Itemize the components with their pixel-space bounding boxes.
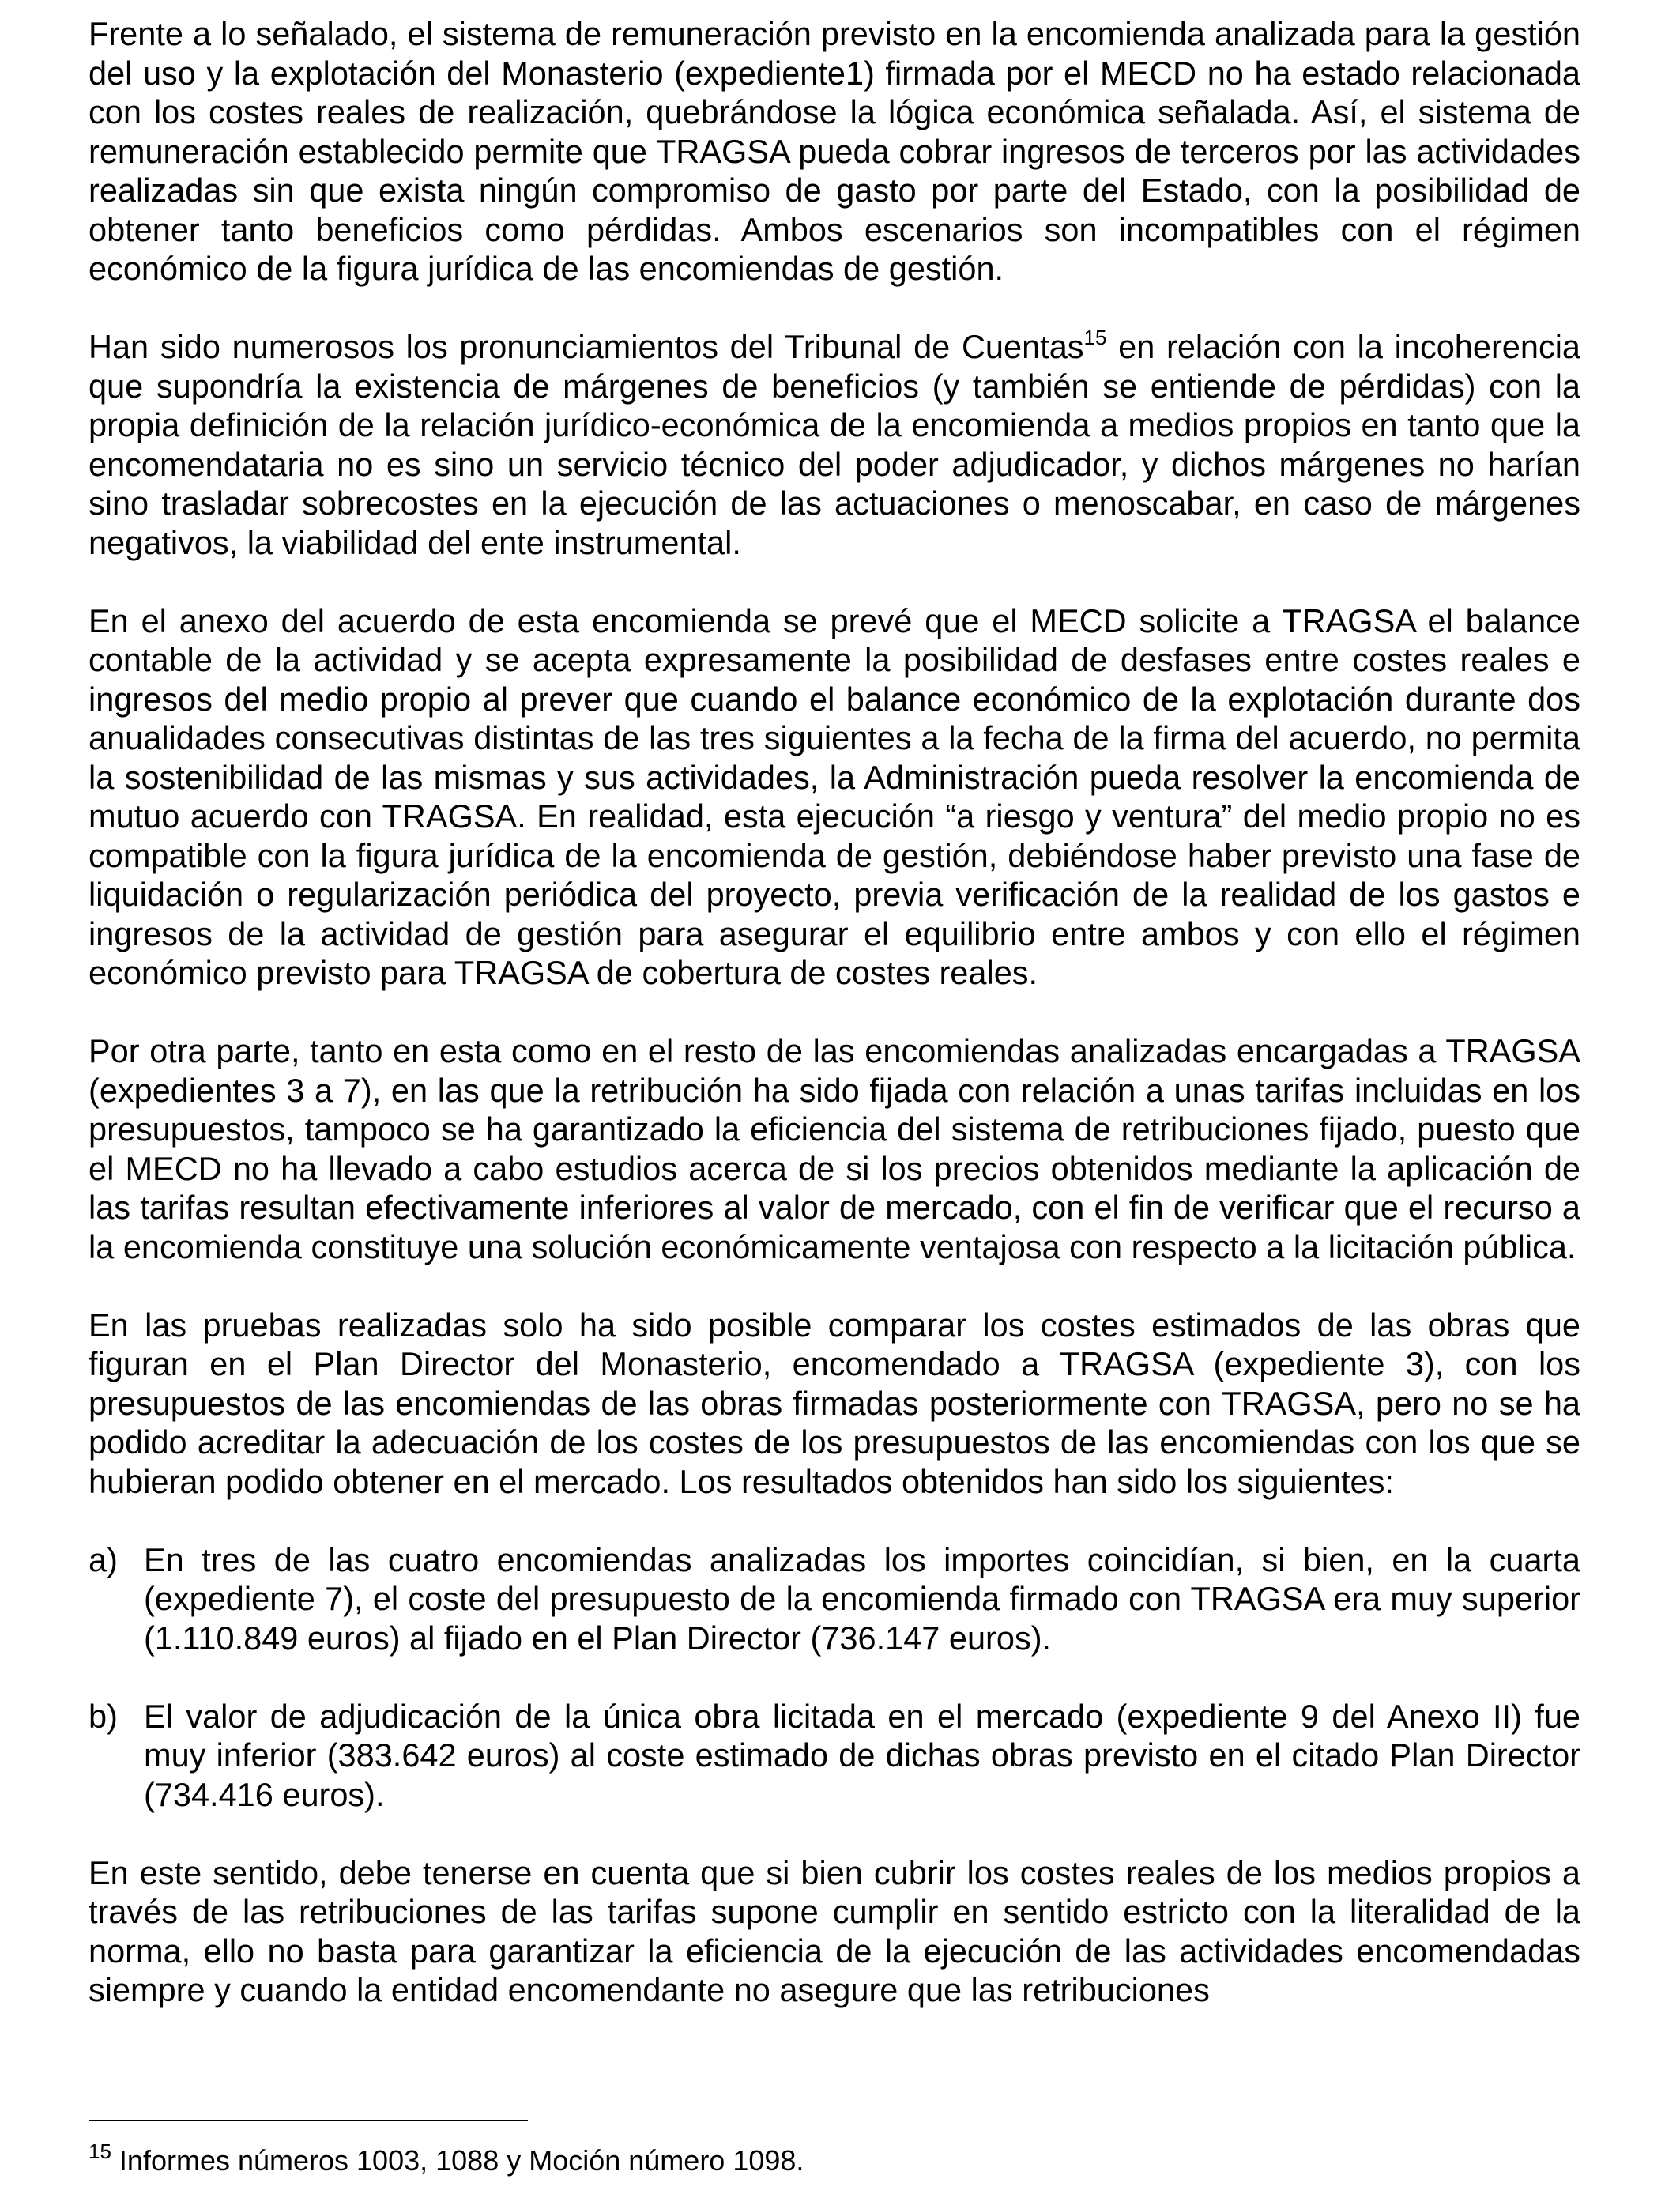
list-item-text: El valor de adjudicación de la única obra licitada en el mercado (expediente 9 del Anexo II) fue muy inferior (383.642 euros) al coste estimado de dichas obras previsto en el citado Plan Director (734.416 euros). [144, 1697, 1580, 1813]
list-item-a [89, 1540, 1580, 1658]
list-marker: a) [89, 1540, 118, 1578]
footnote-divider [89, 2120, 528, 2121]
footnote [89, 2139, 804, 2178]
document-page [89, 14, 1580, 2049]
paragraph-remuneration-system: Frente a lo señalado, el sistema de remuneración previsto en la encomienda analizada para la gestión del uso y la explotación del Monasterio (expediente1) firmada por el MECD no ha estado relacionada con los costes reales de realización, quebrándose la lógica económica señalada. Así, el sistema de remuneración establecido permite que TRAGSA pueda cobrar ingresos de terceros por las actividades realizadas sin que exista ningún compromiso de gasto por parte del Estado, con la posibilidad de obtener tanto beneficios como pérdidas. Ambos escenarios son incompatibles con el régimen económico de la figura jurídica de las encomiendas de gestión. [89, 15, 1580, 287]
list-marker: b) [89, 1697, 118, 1735]
paragraph-text: Han sido numerosos los pronunciamientos del Tribunal de Cuentas [89, 328, 1084, 365]
list-item-text: En tres de las cuatro encomiendas analizadas los importes coincidían, si bien, en la cuarta (expediente 7), el coste del presupuesto de la encomienda firmado con TRAGSA era muy superior (1.110.849 euros) al fijado en el Plan Director (736.147 euros). [144, 1540, 1580, 1657]
paragraph-annex-agreement: En el anexo del acuerdo de esta encomienda se prevé que el MECD solicite a TRAGSA el balance contable de la actividad y se acepta expresamente la posibilidad de desfases entre costes reales e ingresos del medio propio al prever que cuando el balance económico de la explotación durante dos anualidades consecutivas distintas de las tres siguientes a la fecha de la firma del acuerdo, no permita la sostenibilidad de las mismas y sus actividades, la Administración pueda resolver la encomienda de mutuo acuerdo con TRAGSA. En realidad, esta ejecución “a riesgo y ventura” del medio propio no es compatible con la figura jurídica de la encomienda de gestión, debiéndose haber previsto una fase de liquidación o regularización periódica del proyecto, previa verificación de la realidad de los gastos e ingresos de la actividad de gestión para asegurar el equilibrio entre ambos y con ello el régimen económico previsto para TRAGSA de cobertura de costes reales. [89, 601, 1580, 991]
footnote-text: Informes números 1003, 1088 y Moción número 1098. [111, 2144, 804, 2177]
paragraph-tribunal-pronouncements [89, 327, 1580, 562]
paragraph-conclusion: En este sentido, debe tenerse en cuenta que si bien cubrir los costes reales de los medios propios a través de las retribuciones de las tarifas supone cumplir en sentido estricto con la literalidad de la norma, ello no basta para garantizar la eficiencia de la ejecución de las actividades encomendadas siempre y cuando la entidad encomendante no asegure que las retribuciones [89, 1853, 1580, 2008]
paragraph-tariff-efficiency: Por otra parte, tanto en esta como en el resto de las encomiendas analizadas encargadas a TRAGSA (expedientes 3 a 7), en las que la retribución ha sido fijada con relación a unas tarifas incluidas en los presupuestos, tampoco se ha garantizado la eficiencia del sistema de retribuciones fijado, puesto que el MECD no ha llevado a cabo estudios acerca de si los precios obtenidos mediante la aplicación de las tarifas resultan efectivamente inferiores al valor de mercado, con el fin de verificar que el recurso a la encomienda constituye una solución económicamente ventajosa con respecto a la licitación pública. [89, 1032, 1580, 1265]
list-item-b [89, 1697, 1580, 1815]
paragraph-tests-performed: En las pruebas realizadas solo ha sido posible comparar los costes estimados de las obras que figuran en el Plan Director del Monasterio, encomendado a TRAGSA (expediente 3), con los presupuestos de las encomiendas de las obras firmadas posteriormente con TRAGSA, pero no se ha podido acreditar la adecuación de los costes de los presupuestos de las encomiendas con los que se hubieran podido obtener en el mercado. Los resultados obtenidos han sido los siguientes: [89, 1306, 1580, 1500]
footnote-number: 15 [89, 2139, 111, 2163]
footnote-reference[interactable]: 15 [1083, 326, 1107, 350]
paragraph-text: en relación con la incoherencia que supondría la existencia de márgenes de beneficios (y también se entiende de pérdidas) con la propia definición de la relación jurídico-económica de la encomienda a medios propios en tanto que la encomendataria no es sino un servicio técnico del poder adjudicador, y dichos márgenes no harían sino trasladar sobrecostes en la ejecución de las actuaciones o menoscabar, en caso de márgenes negativos, la viabilidad del ente instrumental. [89, 328, 1580, 561]
